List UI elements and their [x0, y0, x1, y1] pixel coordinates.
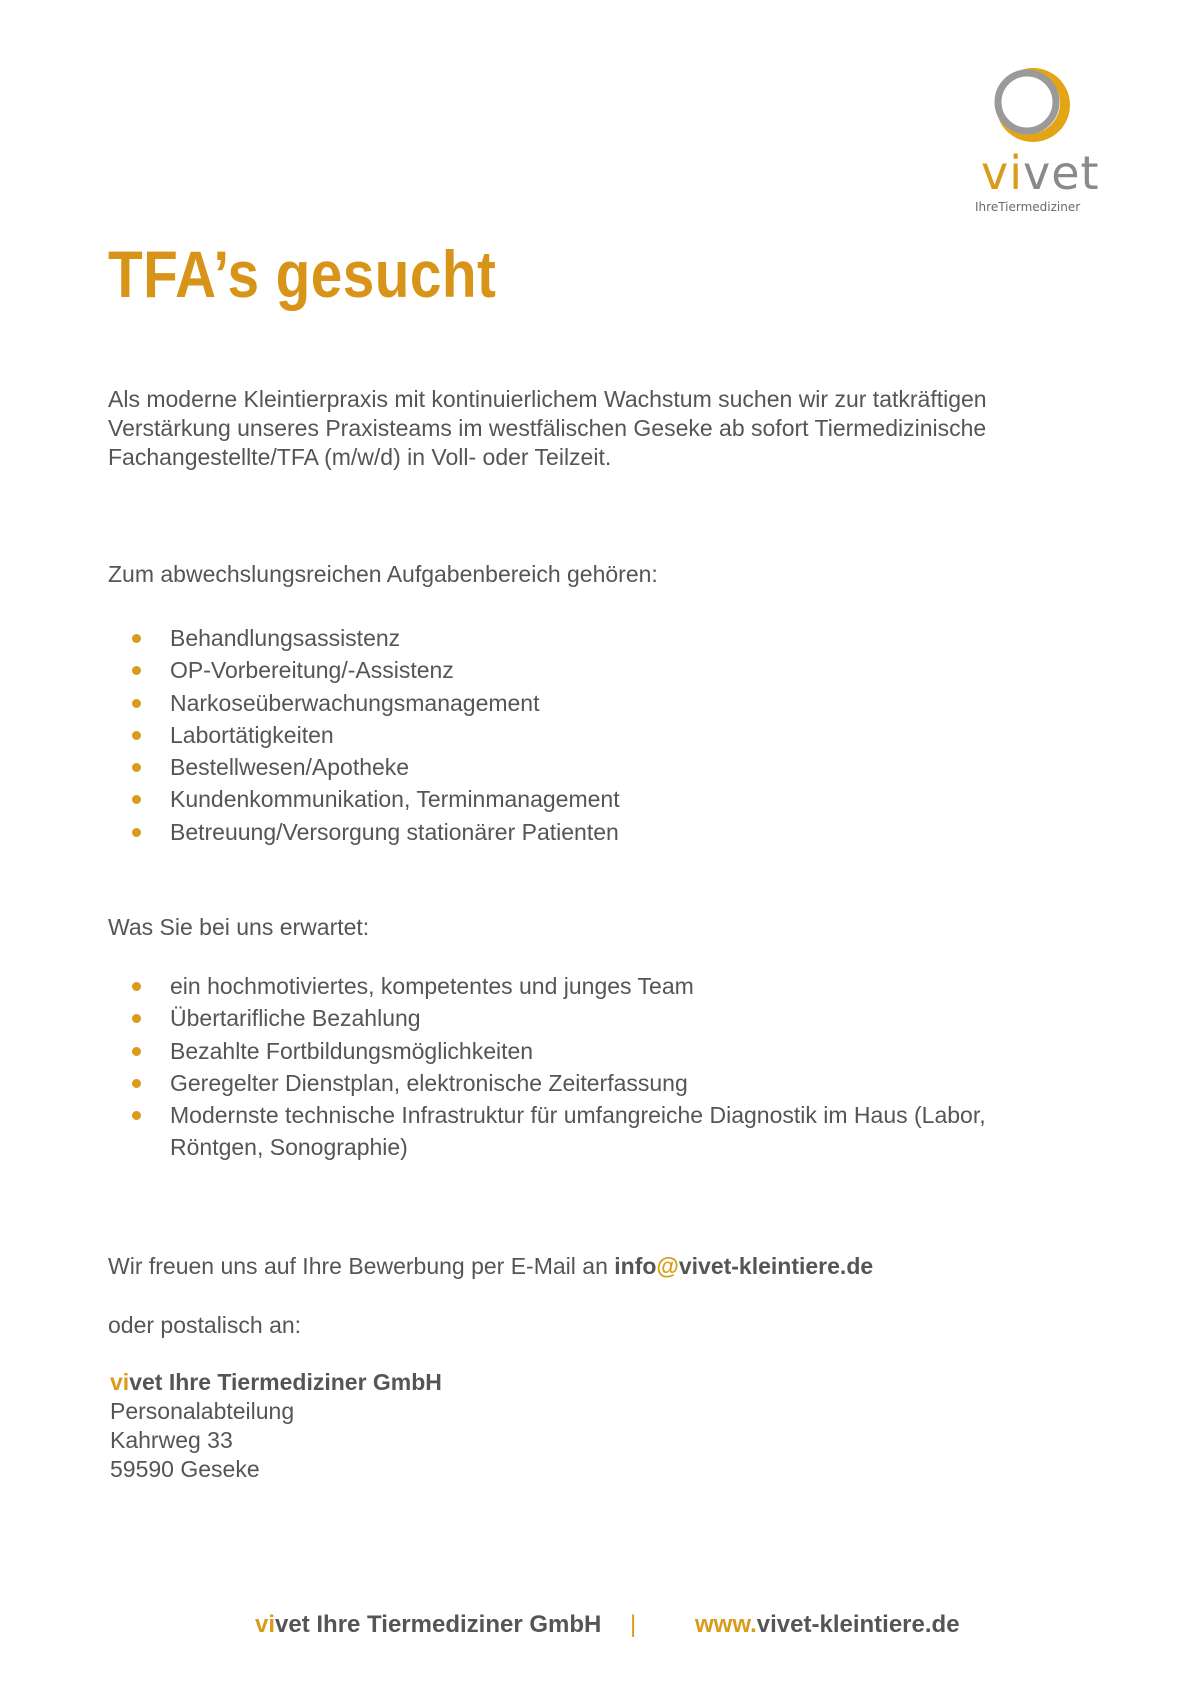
list-item: Narkoseüberwachungsmanagement — [108, 687, 620, 719]
footer-separator: | — [630, 1611, 637, 1638]
postal-note: oder postalisch an: — [108, 1312, 302, 1338]
logo-rings-icon — [987, 64, 1079, 146]
bullet-icon — [132, 982, 141, 991]
bullet-icon — [132, 634, 141, 643]
list-item: Betreuung/Versorgung stationärer Patienten — [108, 816, 620, 848]
address-street: Kahrweg 33 — [110, 1427, 233, 1453]
application-cta: Wir freuen uns auf Ihre Bewerbung per E-Mail an info@vivet-kleintiere.de — [108, 1253, 874, 1279]
bullet-icon — [132, 1111, 141, 1120]
bullet-icon — [132, 699, 141, 708]
bullet-icon — [132, 731, 141, 740]
postal-address — [110, 1368, 442, 1484]
address-city: 59590 Geseke — [110, 1456, 260, 1482]
list-item: Geregelter Dienstplan, elektronische Zeiterfassung — [108, 1067, 1008, 1099]
intro-paragraph: Als moderne Kleintierpraxis mit kontinuierlichem Wachstum suchen wir zur tatkräftigen Verstärkung unseres Praxisteams im westfälischen Geseke ab sofort Tiermedizinische Fachangestellte/TFA (m/w/d) in Voll- oder Teilzeit. — [108, 386, 987, 470]
bullet-icon — [132, 763, 141, 772]
list-item: Kundenkommunikation, Terminmanagement — [108, 783, 620, 815]
footer-website-link[interactable]: www.vivet-kleintiere.de — [695, 1611, 960, 1638]
list-item: Bestellwesen/Apotheke — [108, 751, 620, 783]
address-company: vivet Ihre Tiermediziner GmbH — [110, 1369, 442, 1395]
bullet-icon — [132, 795, 141, 804]
tasks-heading: Zum abwechslungsreichen Aufgabenbereich gehören: — [108, 561, 658, 587]
logo-wordmark: vivet — [981, 146, 1100, 200]
offers-heading: Was Sie bei uns erwartet: — [108, 914, 370, 940]
logo-tagline: IhreTiermediziner — [975, 200, 1081, 214]
list-item: Modernste technische Infrastruktur für umfangreiche Diagnostik im Haus (Labor, Röntgen, Sonographie) — [108, 1099, 1008, 1164]
list-item: Übertarifliche Bezahlung — [108, 1002, 1008, 1034]
list-item: Behandlungsassistenz — [108, 622, 620, 654]
footer-company: vivet Ihre Tiermediziner GmbH — [255, 1611, 602, 1638]
bullet-icon — [132, 1079, 141, 1088]
list-item: OP-Vorbereitung/-Assistenz — [108, 654, 620, 686]
email-link[interactable]: info@vivet-kleintiere.de — [614, 1253, 874, 1279]
list-item: Bezahlte Fortbildungsmöglichkeiten — [108, 1035, 1008, 1067]
vivet-logo — [975, 64, 1100, 214]
footer — [0, 1611, 1190, 1643]
page-title: TFA’s gesucht — [108, 237, 497, 311]
bullet-icon — [132, 666, 141, 675]
tasks-list — [108, 622, 620, 848]
address-department: Personalabteilung — [110, 1398, 295, 1424]
bullet-icon — [132, 1047, 141, 1056]
bullet-icon — [132, 828, 141, 837]
offers-list — [108, 970, 1008, 1164]
bullet-icon — [132, 1014, 141, 1023]
list-item: ein hochmotiviertes, kompetentes und junges Team — [108, 970, 1008, 1002]
list-item: Labortätigkeiten — [108, 719, 620, 751]
